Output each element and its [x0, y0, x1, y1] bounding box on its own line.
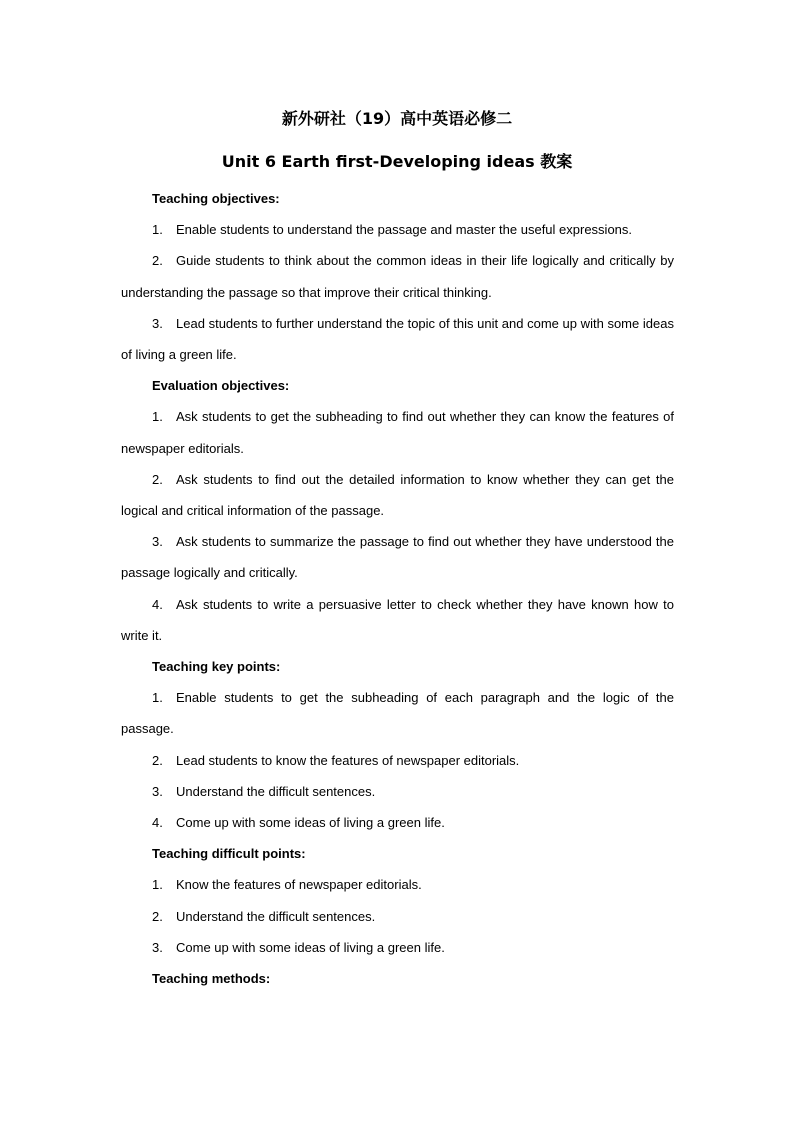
list-item [121, 526, 674, 588]
item-number: 1. [152, 877, 163, 893]
list-item [121, 745, 674, 776]
item-text: Understand the difficult sentences. [176, 908, 376, 924]
item-text: Come up with some ideas of living a green life. [176, 939, 445, 955]
item-number: 1. [152, 409, 163, 425]
item-number: 2. [152, 908, 163, 924]
item-text: Lead students to know the features of newspaper editorials. [176, 752, 520, 768]
item-number: 4. [152, 596, 163, 612]
item-text: Lead students to further understand the topic of this unit and come up with some ideas of living a green life. [121, 315, 674, 363]
list-item [121, 401, 674, 463]
item-number: 2. [152, 253, 163, 269]
list-item [121, 682, 674, 744]
item-text: Come up with some ideas of living a green life. [176, 815, 445, 831]
list-item [121, 776, 674, 807]
section-heading: Teaching methods: [152, 971, 271, 987]
item-number: 3. [152, 783, 163, 799]
item-number: 3. [152, 939, 163, 955]
list-item [121, 869, 674, 900]
item-number: 2. [152, 471, 163, 487]
item-number: 2. [152, 752, 163, 768]
document-body [121, 183, 674, 994]
list-item [121, 932, 674, 963]
item-text: Enable students to get the subheading of each paragraph and the logic of the passage. [121, 690, 674, 737]
section-heading: Teaching key points: [152, 659, 281, 675]
list-item [121, 308, 674, 370]
document-title-english: Unit 6 Earth first-Developing ideas 教案 [221, 152, 573, 171]
item-text: Know the features of newspaper editorials. [176, 877, 422, 893]
item-text: Ask students to summarize the passage to find out whether they have understood the passage logically and critically. [121, 534, 674, 581]
item-number: 1. [152, 690, 163, 706]
list-item [121, 214, 674, 245]
list-item [121, 464, 674, 526]
item-text: Guide students to think about the common ideas in their life logically and critically by understanding the passage so that improve their critical thinking. [121, 253, 674, 300]
item-number: 4. [152, 815, 163, 831]
item-text: Ask students to find out the detailed information to know whether they can get the logical and critical information of the passage. [121, 471, 674, 519]
item-number: 3. [152, 315, 163, 331]
list-item [121, 807, 674, 838]
section-heading: Evaluation objectives: [152, 378, 290, 394]
item-text: Ask students to get the subheading to find out whether they can know the features of newspaper editorials. [121, 409, 674, 456]
item-number: 1. [152, 222, 163, 238]
section-heading: Teaching objectives: [152, 191, 280, 206]
item-text: Understand the difficult sentences. [176, 783, 376, 799]
item-number: 3. [152, 534, 163, 550]
list-item [121, 589, 674, 651]
section-heading: Teaching difficult points: [152, 846, 306, 862]
list-item [121, 245, 674, 307]
item-text: Enable students to understand the passage and master the useful expressions. [176, 222, 633, 238]
list-item [121, 901, 674, 932]
item-text: Ask students to write a persuasive letter to check whether they have known how to write it. [121, 596, 674, 643]
document-title-chinese: 新外研社（19）高中英语必修二 [281, 109, 513, 128]
